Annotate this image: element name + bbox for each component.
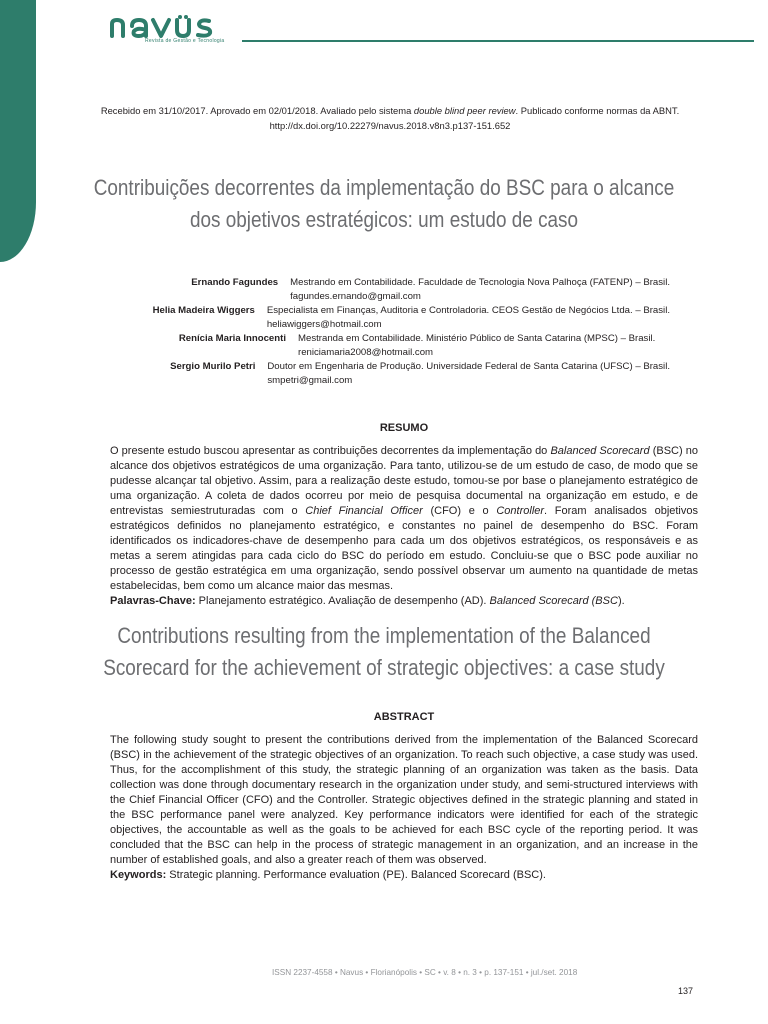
title-pt-line-2: dos objetivos estratégicos: um estudo de caso <box>189 207 579 232</box>
doi-link[interactable]: http://dx.doi.org/10.22279/navus.2018.v8n3.p137-151.652 <box>269 120 511 131</box>
side-tab-decoration <box>0 0 36 262</box>
resumo-emphasis: Chief Financial Officer <box>305 505 423 517</box>
title-portuguese <box>88 172 680 236</box>
resumo-keywords <box>110 594 698 609</box>
author-entry <box>110 276 670 304</box>
author-entry <box>110 332 670 360</box>
keywords-label: Palavras-Chave: <box>110 595 196 607</box>
resumo-text: O presente estudo buscou apresentar as contribuições decorrentes da implementação do <box>110 445 551 457</box>
abstract-heading: ABSTRACT <box>373 711 435 723</box>
resumo-heading: RESUMO <box>379 422 429 434</box>
keywords-text: Strategic planning. Performance evaluation (PE). Balanced Scorecard (BSC). <box>166 869 546 881</box>
author-email[interactable]: smpetri@gmail.com <box>267 375 353 386</box>
keywords-end: ). <box>617 595 625 607</box>
abstract-keywords <box>110 868 698 883</box>
abstract-paragraph: The following study sought to present the contributions derived from the implementation of the Balanced Scorecard (BSC) in the achievement of the strategic objectives of an organization. To reach such objective, a case study was used. Thus, for the accomplishment of this study, the strategic planning of an organization was taken as the basis. Data collection was done through documentary research in the organization under study, and semi-structured interviews with the Chief Financial Officer (CFO) and the Controller. Strategic objectives defined in the strategic planning and stated in the BSC performance panel were analyzed. Key performance indicators were identified for each of the strategic objectives, the accountable as well as the goals to be achieved for each BSC cycle of the reporting period. It was concluded that the BSC can help in the process of strategic management in an organization, and an increase in the number of established goals, and also a greater reach of them was observed. <box>110 734 698 866</box>
resumo-text: . Foram analisados objetivos estratégicos definidos no planejamento estratégico, e constantes no painel de desempenho do BSC. Foram identificados os indicadores-chave de desempenho para cada um dos objetivos estratégicos, os responsáveis e as metas a serem atingidas para cada ciclo do BSC do período em estudo. Concluiu-se que o BSC pode auxiliar no processo de gestão estratégica em uma organização, sendo possível observar um aumento na quantidade de metas estabelecidas, bem como um alcance maior das mesmas. <box>110 505 698 592</box>
resumo-paragraph <box>110 444 698 594</box>
keywords-text: Planejamento estratégico. Avaliação de desempenho (AD). <box>195 595 490 607</box>
title-en-line-2: Scorecard for the achievement of strategic objectives: a case study <box>103 655 665 680</box>
author-name: Renícia Maria Innocenti <box>178 333 286 344</box>
author-email[interactable]: reniciamaria2008@hotmail.com <box>298 347 434 358</box>
resumo-emphasis: Balanced Scorecard <box>550 445 650 457</box>
author-affiliation: Especialista em Finanças, Auditoria e Controladoria. CEOS Gestão de Negócios Ltda. – Brasil. <box>266 305 670 316</box>
author-name: Sergio Murilo Petri <box>170 361 256 372</box>
resumo-text: (CFO) e o <box>422 505 497 517</box>
abstract-body <box>110 733 698 883</box>
review-system: double blind peer review <box>413 105 516 116</box>
header-rule <box>242 40 754 42</box>
title-en-line-1: Contributions resulting from the implementation of the Balanced <box>117 623 651 648</box>
author-name: Helia Madeira Wiggers <box>152 305 255 316</box>
author-affiliation: Mestrando em Contabilidade. Faculdade de Tecnologia Nova Palhoça (FATENP) – Brasil. <box>290 277 670 288</box>
keywords-emphasis: Balanced Scorecard (BSC <box>489 595 618 607</box>
author-name: Ernando Fagundes <box>191 277 279 288</box>
author-entry <box>110 360 670 388</box>
page-number: 137 <box>678 986 694 996</box>
title-pt-line-1: Contribuições decorrentes da implementação do BSC para o alcance <box>93 175 675 200</box>
navus-logo <box>108 14 238 40</box>
author-email[interactable]: fagundes.ernando@gmail.com <box>290 291 421 302</box>
submission-info <box>60 103 720 133</box>
resumo-emphasis: Controller <box>496 505 545 517</box>
footer-citation: ISSN 2237-4558 • Navus • Florianópolis • SC • v. 8 • n. 3 • p. 137-151 • jul./set. 2018 <box>272 968 578 977</box>
received-text: Recebido em 31/10/2017. Aprovado em 02/01/2018. Avaliado pelo sistema <box>100 105 414 116</box>
author-email[interactable]: heliawiggers@hotmail.com <box>266 319 382 330</box>
author-list <box>110 276 670 388</box>
author-affiliation: Mestranda em Contabilidade. Ministério Público de Santa Catarina (MPSC) – Brasil. <box>298 333 656 344</box>
resumo-body <box>110 444 698 609</box>
title-english <box>88 620 680 684</box>
logo-tagline: Revista de Gestão e Tecnologia <box>145 38 225 44</box>
resumo-text: (BSC) no alcance dos objetivos estratégicos de uma organização. Para tanto, utilizou-se de um estudo de caso, de modo que se pudesse alcançar tal objetivo. Assim, para a realização deste estudo, tomou-se por base o planejamento estratégico de uma organização. A coleta de dados ocorreu por meio de pesquisa documental na organização em estudo, e de entrevistas semiestruturadas com o <box>110 445 699 517</box>
author-affiliation: Doutor em Engenharia de Produção. Universidade Federal de Santa Catarina (UFSC) – Brasil. <box>267 361 670 372</box>
keywords-label: Keywords: <box>110 869 167 881</box>
author-entry <box>110 304 670 332</box>
received-text-end: . Publicado conforme normas da ABNT. <box>515 105 680 116</box>
